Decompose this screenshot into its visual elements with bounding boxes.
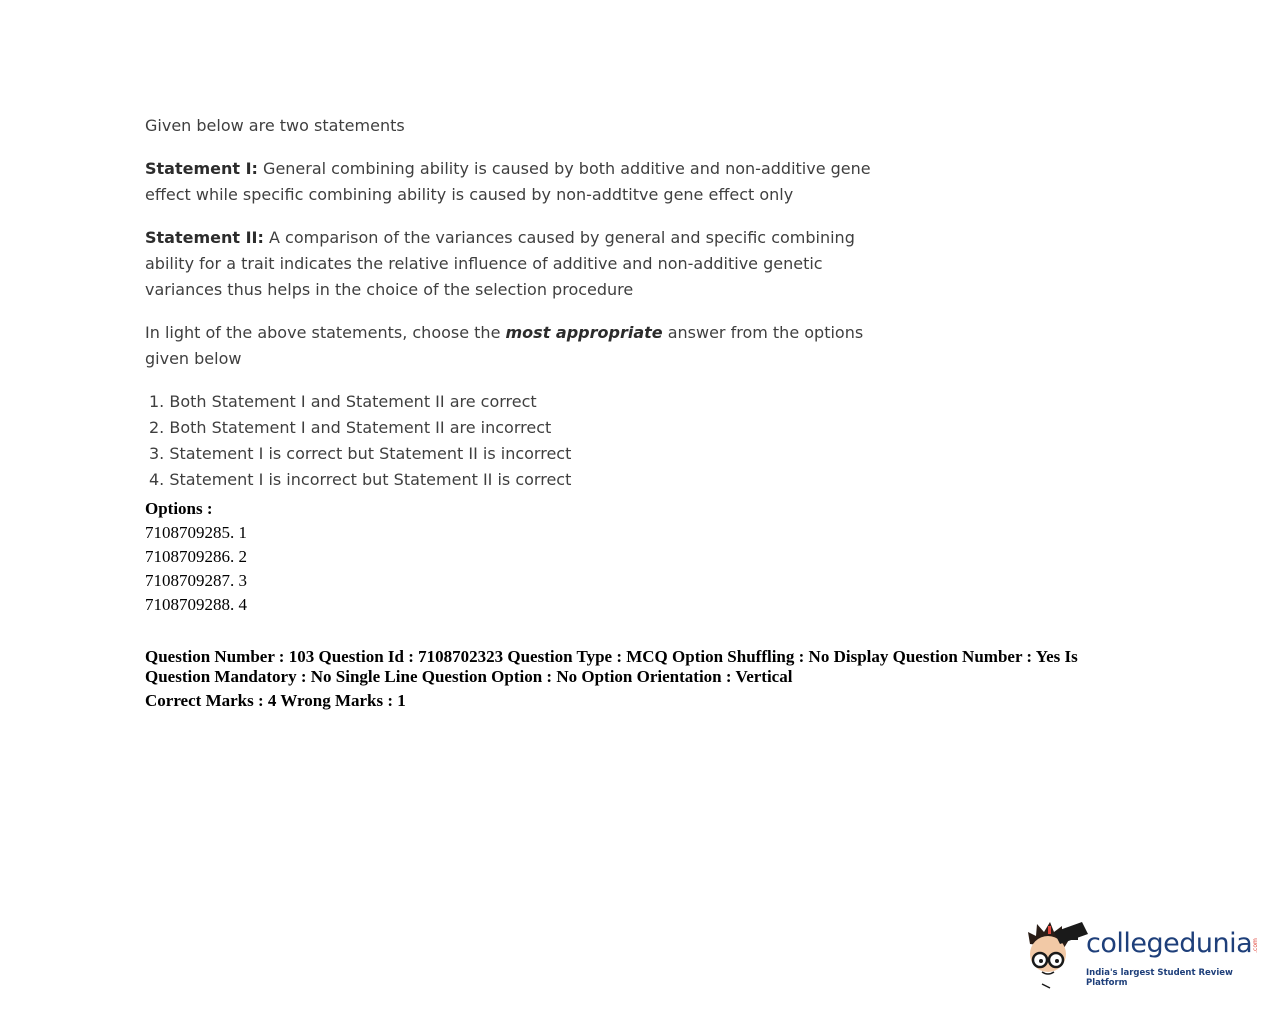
option-id: 7108709285. 1: [145, 523, 247, 542]
question-block: [145, 113, 885, 493]
option-id: 7108709287. 3: [145, 571, 247, 590]
student-mascot-icon: [1024, 918, 1088, 990]
answer-option: 2. Both Statement I and Statement II are incorrect: [149, 418, 552, 437]
instruction-emphasis: most appropriate: [505, 323, 663, 342]
statement-2-label: Statement II:: [145, 228, 264, 247]
statement-1: [145, 156, 885, 208]
question-intro: Given below are two statements: [145, 116, 405, 135]
question-info: [145, 647, 1135, 711]
statement-2: [145, 225, 885, 303]
options-heading: Options :: [145, 499, 213, 518]
answer-option-list: [145, 389, 885, 493]
logo-suffix: .com: [1251, 938, 1259, 953]
question-marks: Correct Marks : 4 Wrong Marks : 1: [145, 691, 406, 710]
answer-option: 4. Statement I is incorrect but Statement II is correct: [149, 470, 572, 489]
statement-1-text: General combining ability is caused by both additive and non-additive gene effect while specific combining ability is caused by non-addtitve gene effect only: [145, 159, 871, 204]
instruction-post: answer from the options given below: [145, 323, 864, 368]
answer-option: 3. Statement I is correct but Statement II is incorrect: [149, 444, 572, 463]
option-id: 7108709286. 2: [145, 547, 247, 566]
answer-option: 1. Both Statement I and Statement II are correct: [149, 392, 537, 411]
question-info-line: Question Number : 103 Question Id : 7108702323 Question Type : MCQ Option Shuffling : No Display Question Number : Yes Is Question Mandatory : No Single Line Question Option : No Option Orientation : Vertical: [145, 647, 1078, 686]
statement-1-label: Statement I:: [145, 159, 258, 178]
logo-wordmark: collegedunia: [1086, 928, 1253, 959]
options-id-block: [145, 497, 247, 617]
statement-2-text: A comparison of the variances caused by general and specific combining ability for a trait indicates the relative influence of additive and non-additive genetic variances thus helps in the choice of the selection procedure: [145, 228, 855, 299]
option-id: 7108709288. 4: [145, 595, 247, 614]
collegedunia-logo: [1024, 918, 1264, 990]
instruction-pre: In light of the above statements, choose the: [145, 323, 506, 342]
logo-tagline: India's largest Student Review Platform: [1086, 968, 1233, 988]
question-instruction: [145, 320, 885, 372]
